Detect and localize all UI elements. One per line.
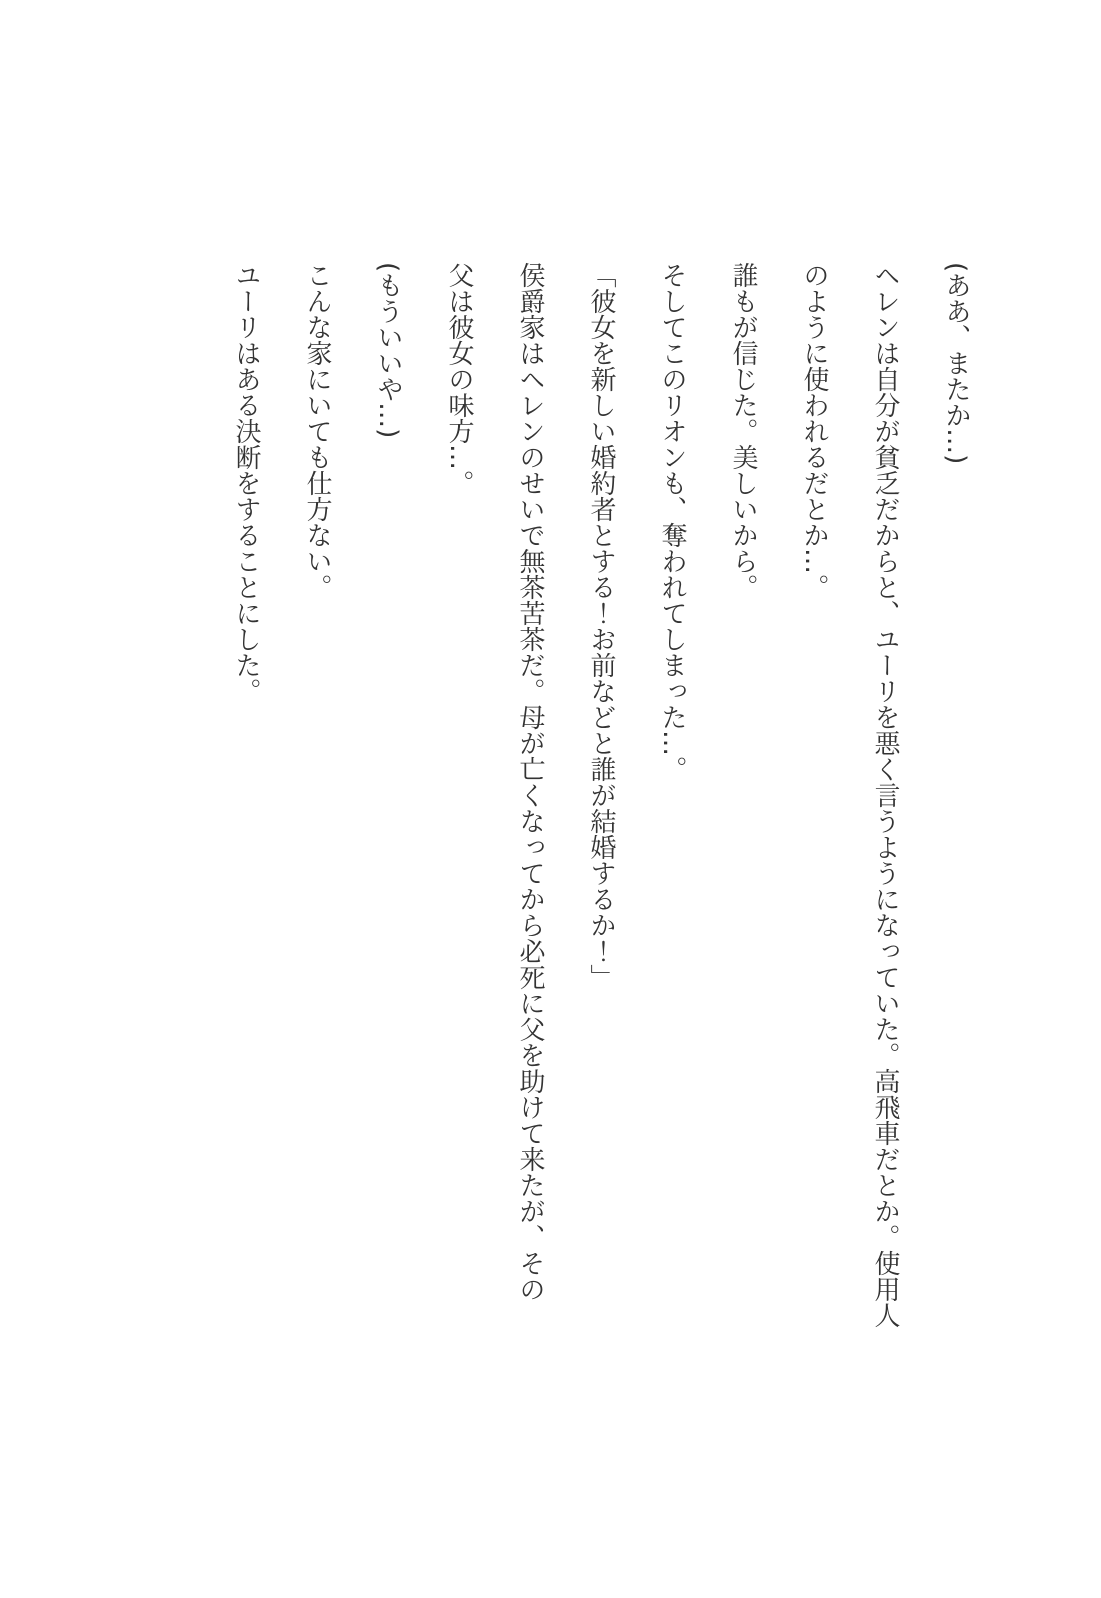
text-line: ユーリはある決断をすることにした。 bbox=[231, 262, 261, 704]
text-line: こんな家にいても仕方ない。 bbox=[302, 262, 332, 600]
text-line: 「彼女を新しい婚約者とする！お前などと誰が結婚するか！」 bbox=[586, 262, 616, 990]
text-line: 侯爵家はヘレンのせいで無茶苦茶だ。母が亡くなってから必死に父を助けて来たが、その bbox=[515, 262, 545, 1302]
text-line: 誰もが信じた。美しいから。 bbox=[728, 262, 758, 600]
text-line: (もういいや…) bbox=[373, 262, 403, 439]
text-line: (ああ、またか…) bbox=[941, 262, 971, 465]
text-line: そしてこのリオンも、奪われてしまった…。 bbox=[657, 262, 687, 782]
text-line: のように使われるだとか…。 bbox=[799, 262, 829, 600]
text-line: ヘレンは自分が貧乏だからと、ユーリを悪く言うようになっていた。高飛車だとか。使用人 bbox=[870, 262, 900, 1328]
vertical-text-block bbox=[210, 262, 991, 1462]
text-line: 父は彼女の味方…。 bbox=[444, 262, 474, 496]
